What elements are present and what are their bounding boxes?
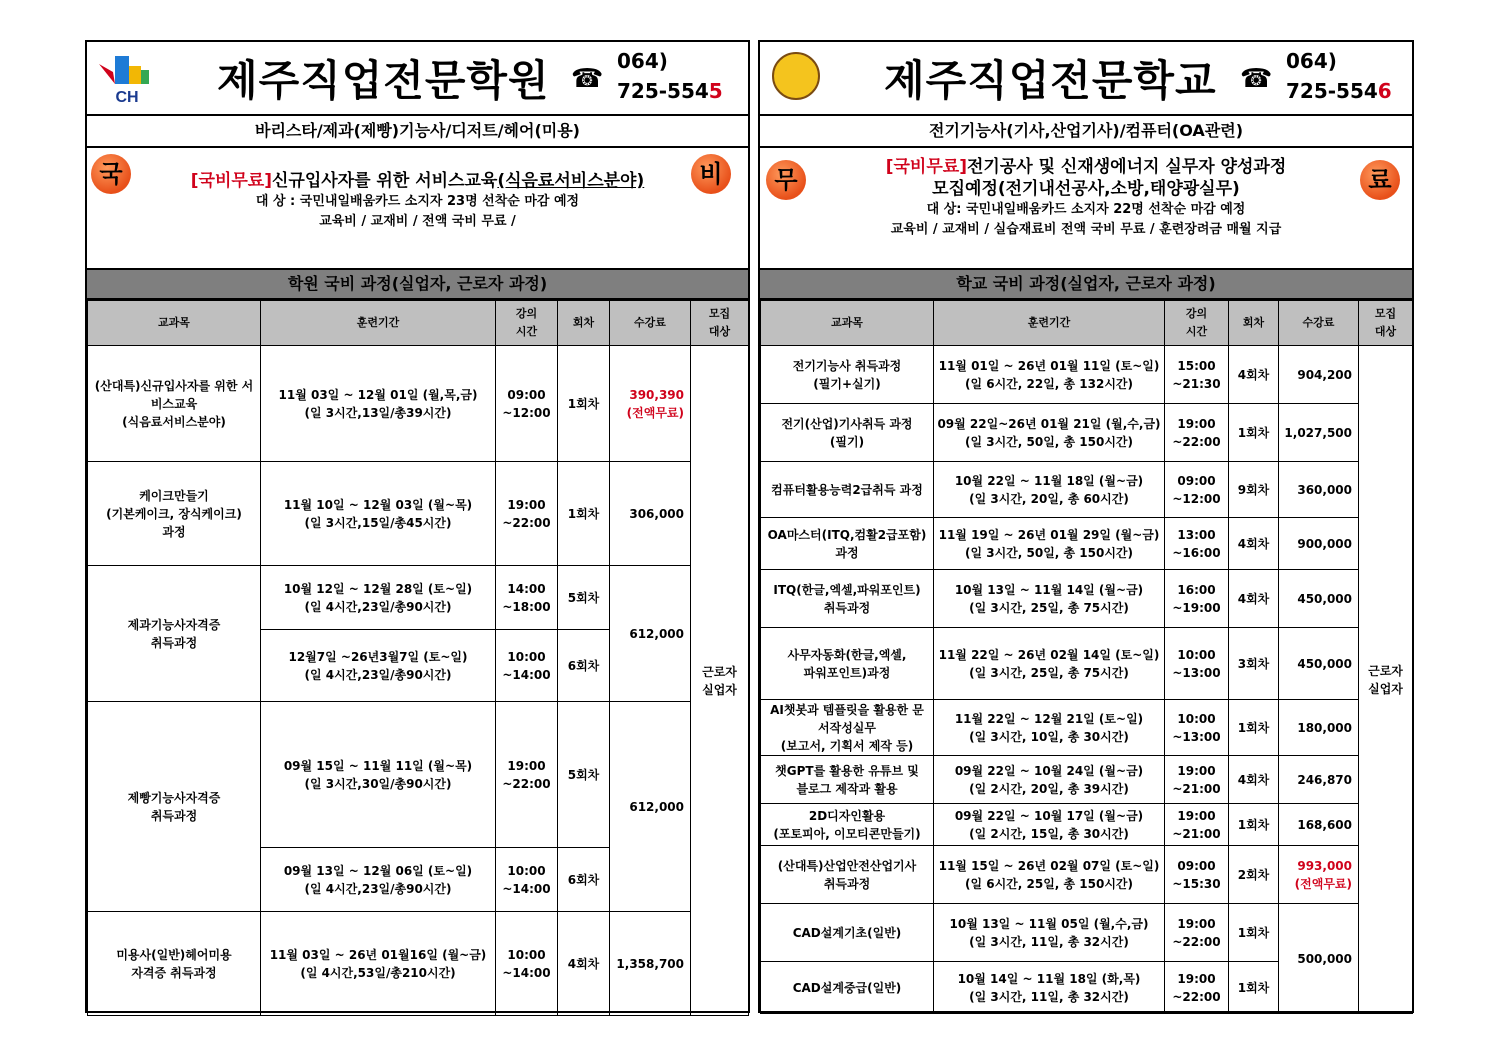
course-fee: 900,000 [1279, 518, 1359, 570]
course-fee: 390,390 (전액무료) [610, 346, 691, 462]
course-name: 전기기능사 취득과정 (필기+실기) [761, 346, 934, 404]
session-round: 1회차 [1229, 404, 1279, 462]
training-period: 11월 22일 ~ 12월 21일 (토~일) (일 3시간, 10일, 총 30시간) [934, 700, 1165, 756]
course-fee: 360,000 [1279, 462, 1359, 518]
table-row [761, 756, 1413, 804]
table-row [761, 346, 1413, 404]
school-subtitle: 전기기능사(기사,산업기사)/컴퓨터(OA관련) [760, 116, 1412, 148]
phone-main: 725-554 [1286, 79, 1378, 103]
promo-line3: 교육비 / 교재비 / 실습재료비 전액 국비 무료 / 훈련장려금 매월 지급 [890, 222, 1282, 237]
academy-section-title: 학원 국비 과정(실업자, 근로자 과정) [87, 270, 748, 300]
header-period: 훈련기간 [934, 301, 1165, 346]
training-period: 10월 13일 ~ 11월 05일 (월,수,금) (일 3시간, 11일, 총 32시간) [934, 904, 1165, 962]
training-period: 09월 22일~26년 01월 21일 (월,수,금) (일 3시간, 50일, 총 150시간) [934, 404, 1165, 462]
class-time: 19:00 ~22:00 [1165, 962, 1229, 1014]
ch-logo-text: CH [115, 89, 139, 106]
course-name: 케이크만들기 (기본케이크, 장식케이크) 과정 [88, 462, 261, 566]
class-time: 10:00 ~14:00 [496, 848, 558, 912]
course-name: 챗GPT를 활용한 유튜브 및 블로그 제작과 활용 [761, 756, 934, 804]
session-round: 9회차 [1229, 462, 1279, 518]
table-row [761, 700, 1413, 756]
jeju-seal-icon [772, 52, 820, 100]
course-fee: 450,000 [1279, 628, 1359, 700]
training-period: 09월 13일 ~ 12월 06일 (토~일) (일 4시간,23일/총90시간) [261, 848, 496, 912]
session-round: 6회차 [558, 630, 610, 702]
table-row [761, 570, 1413, 628]
course-fee: 904,200 [1279, 346, 1359, 404]
promo-line1b: 모집예정(전기내선공사,소방,태양광실무) [932, 179, 1240, 199]
training-period: 11월 19일 ~ 26년 01월 29일 (월~금) (일 3시간, 50일, 총 150시간) [934, 518, 1165, 570]
school-promo [760, 148, 1412, 270]
session-round: 5회차 [558, 566, 610, 630]
table-row [88, 702, 749, 848]
training-period: 10월 14일 ~ 11월 18일 (화,목) (일 3시간, 11일, 총 32시간) [934, 962, 1165, 1014]
class-time: 10:00 ~14:00 [496, 630, 558, 702]
session-round: 4회차 [1229, 570, 1279, 628]
academy-header [87, 42, 748, 116]
training-period: 11월 15일 ~ 26년 02월 07일 (토~일) (일 6시간, 25일, 총 150시간) [934, 846, 1165, 904]
badge-guk: 국 [91, 154, 131, 194]
phone-main: 725-554 [617, 79, 709, 103]
promo-line1: [국비무료]전기공사 및 신재생에너지 실무자 양성과정 [885, 157, 1287, 177]
table-header-row [761, 301, 1413, 346]
training-period: 11월 22일 ~ 26년 02월 14일 (토~일) (일 3시간, 25일, 총 75시간) [934, 628, 1165, 700]
header-target: 모집 대상 [1359, 301, 1413, 346]
table-row [761, 462, 1413, 518]
course-fee: 612,000 [610, 702, 691, 912]
course-fee: 306,000 [610, 462, 691, 566]
table-row [88, 566, 749, 630]
session-round: 4회차 [1229, 518, 1279, 570]
school-phone [1286, 46, 1392, 106]
course-name: 사무자동화(한글,엑셀, 파워포인트)과정 [761, 628, 934, 700]
training-period: 11월 01일 ~ 26년 01월 11일 (토~일) (일 6시간, 22일, 총 132시간) [934, 346, 1165, 404]
course-fee: 500,000 [1279, 904, 1359, 1014]
course-fee: 1,027,500 [1279, 404, 1359, 462]
recruit-target: 근로자 실업자 [691, 346, 749, 1016]
training-period: 09월 15일 ~ 11월 11일 (월~목) (일 3시간,30일/총90시간) [261, 702, 496, 848]
class-time: 16:00 ~19:00 [1165, 570, 1229, 628]
session-round: 1회차 [558, 346, 610, 462]
class-time: 10:00 ~14:00 [496, 912, 558, 1016]
header-course: 교과목 [88, 301, 261, 346]
header-time: 강의 시간 [496, 301, 558, 346]
table-row [761, 628, 1413, 700]
training-period: 11월 03일 ~ 26년 01월16일 (월~금) (일 4시간,53일/총210시간) [261, 912, 496, 1016]
session-round: 5회차 [558, 702, 610, 848]
class-time: 09:00 ~12:00 [496, 346, 558, 462]
telephone-icon: ☎ [1240, 64, 1273, 94]
table-row [88, 346, 749, 462]
header-period: 훈련기간 [261, 301, 496, 346]
class-time: 19:00 ~21:00 [1165, 804, 1229, 846]
table-header-row [88, 301, 749, 346]
course-name: OA마스터(ITQ,컴활2급포함) 과정 [761, 518, 934, 570]
session-round: 1회차 [1229, 700, 1279, 756]
class-time: 13:00 ~16:00 [1165, 518, 1229, 570]
promo-line3: 교육비 / 교재비 / 전액 국비 무료 / [319, 214, 516, 229]
academy-promo [87, 148, 748, 270]
course-name: 미용사(일반)헤어미용 자격증 취득과정 [88, 912, 261, 1016]
course-name: (산대특)신규입사자를 위한 서비스교육 (식음료서비스분야) [88, 346, 261, 462]
class-time: 19:00 ~22:00 [1165, 904, 1229, 962]
header-time: 강의 시간 [1165, 301, 1229, 346]
session-round: 4회차 [1229, 346, 1279, 404]
class-time: 15:00 ~21:30 [1165, 346, 1229, 404]
header-fee: 수강료 [610, 301, 691, 346]
class-time: 10:00 ~13:00 [1165, 700, 1229, 756]
header-round: 회차 [1229, 301, 1279, 346]
session-round: 1회차 [1229, 904, 1279, 962]
training-period: 10월 13일 ~ 11월 14일 (월~금) (일 3시간, 25일, 총 75시간) [934, 570, 1165, 628]
class-time: 19:00 ~21:00 [1165, 756, 1229, 804]
course-name: (산대특)산업안전산업기사 취득과정 [761, 846, 934, 904]
course-name: CAD설계기초(일반) [761, 904, 934, 962]
course-fee: 993,000 (전액무료) [1279, 846, 1359, 904]
course-name: 전기(산업)기사취득 과정 (필기) [761, 404, 934, 462]
header-target: 모집 대상 [691, 301, 749, 346]
course-name: 제빵기능사자격증 취득과정 [88, 702, 261, 912]
badge-bi: 비 [691, 154, 731, 194]
academy-subtitle: 바리스타/제과(제빵)기능사/디저트/헤어(미용) [87, 116, 748, 148]
course-fee: 246,870 [1279, 756, 1359, 804]
academy-title: 제주직업전문학원 [217, 56, 550, 105]
session-round: 2회차 [1229, 846, 1279, 904]
session-round: 4회차 [558, 912, 610, 1016]
session-round: 1회차 [1229, 962, 1279, 1014]
session-round: 3회차 [1229, 628, 1279, 700]
promo-line2: 대 상 : 국민내일배움카드 소지자 23명 선착순 마감 예정 [255, 194, 580, 209]
table-row [761, 518, 1413, 570]
school-course-table [760, 300, 1413, 1014]
school-panel [758, 40, 1414, 1013]
training-period: 09월 22일 ~ 10월 24일 (월~금) (일 2시간, 20일, 총 39시간) [934, 756, 1165, 804]
academy-panel [85, 40, 750, 1013]
academy-course-table [87, 300, 749, 1016]
table-row [761, 804, 1413, 846]
recruit-target: 근로자 실업자 [1359, 346, 1413, 1014]
course-name: 2D디자인활용 (포토피아, 이모티콘만들기) [761, 804, 934, 846]
header-fee: 수강료 [1279, 301, 1359, 346]
training-period: 09월 22일 ~ 10월 17일 (월~금) (일 2시간, 15일, 총 30시간) [934, 804, 1165, 846]
table-row [761, 404, 1413, 462]
table-row [88, 912, 749, 1016]
promo-line2: 대 상: 국민내일배움카드 소지자 22명 선착순 마감 예정 [926, 202, 1246, 217]
table-row [761, 904, 1413, 962]
school-title: 제주직업전문학교 [884, 56, 1217, 105]
header-round: 회차 [558, 301, 610, 346]
class-time: 10:00 ~13:00 [1165, 628, 1229, 700]
course-name: 컴퓨터활용능력2급취득 과정 [761, 462, 934, 518]
phone-area: 064) [617, 49, 668, 73]
session-round: 6회차 [558, 848, 610, 912]
header-course: 교과목 [761, 301, 934, 346]
class-time: 19:00 ~22:00 [496, 462, 558, 566]
telephone-icon: ☎ [571, 64, 604, 94]
session-round: 1회차 [558, 462, 610, 566]
class-time: 09:00 ~12:00 [1165, 462, 1229, 518]
course-name: AI챗봇과 템플릿을 활용한 문 서작성실무 (보고서, 기획서 제작 등) [761, 700, 934, 756]
badge-ryo: 료 [1360, 160, 1400, 200]
phone-last-digit: 6 [1377, 79, 1392, 103]
ch-logo-icon [97, 50, 157, 106]
academy-phone [617, 46, 723, 106]
phone-area: 064) [1286, 49, 1337, 73]
training-period: 11월 10일 ~ 12월 03일 (월~목) (일 3시간,15일/총45시간) [261, 462, 496, 566]
session-round: 4회차 [1229, 756, 1279, 804]
school-section-title: 학교 국비 과정(실업자, 근로자 과정) [760, 270, 1412, 300]
course-name: 제과기능사자격증 취득과정 [88, 566, 261, 702]
class-time: 14:00 ~18:00 [496, 566, 558, 630]
course-fee: 450,000 [1279, 570, 1359, 628]
training-period: 10월 12일 ~ 12월 28일 (토~일) (일 4시간,23일/총90시간) [261, 566, 496, 630]
table-row [88, 462, 749, 566]
school-header [760, 42, 1412, 116]
course-name: CAD설계중급(일반) [761, 962, 934, 1014]
promo-line1: [국비무료]신규입사자를 위한 서비스교육(식음료서비스분야) [190, 171, 645, 191]
course-fee: 1,358,700 [610, 912, 691, 1016]
course-name: ITQ(한글,엑셀,파워포인트) 취득과정 [761, 570, 934, 628]
badge-mu: 무 [766, 160, 806, 200]
training-period: 12월7일 ~26년3월7일 (토~일) (일 4시간,23일/총90시간) [261, 630, 496, 702]
training-period: 10월 22일 ~ 11월 18일 (월~금) (일 3시간, 20일, 총 60시간) [934, 462, 1165, 518]
class-time: 09:00 ~15:30 [1165, 846, 1229, 904]
session-round: 1회차 [1229, 804, 1279, 846]
class-time: 19:00 ~22:00 [496, 702, 558, 848]
course-fee: 612,000 [610, 566, 691, 702]
table-row [761, 846, 1413, 904]
training-period: 11월 03일 ~ 12월 01일 (월,목,금) (일 3시간,13일/총39시간) [261, 346, 496, 462]
phone-last-digit: 5 [708, 79, 723, 103]
course-fee: 180,000 [1279, 700, 1359, 756]
course-fee: 168,600 [1279, 804, 1359, 846]
class-time: 19:00 ~22:00 [1165, 404, 1229, 462]
